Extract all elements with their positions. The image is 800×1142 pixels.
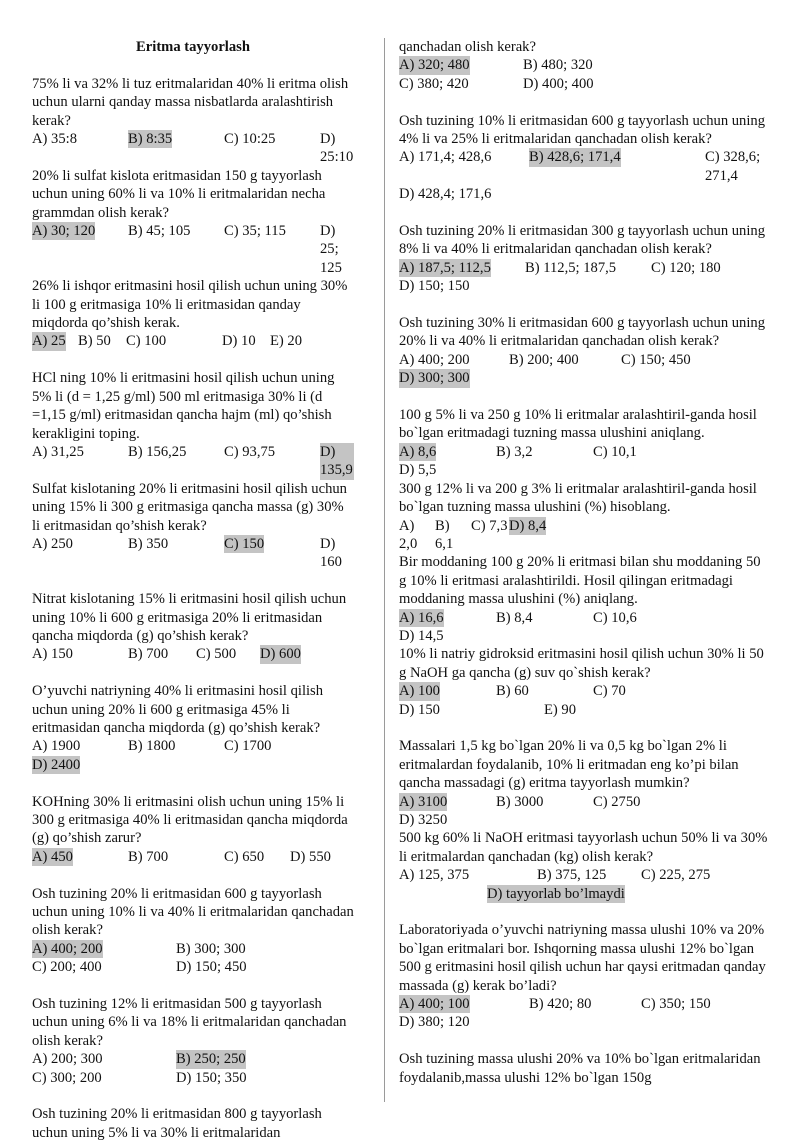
question-item — [32, 995, 354, 1087]
answer-option-correct: A) 450 — [32, 848, 73, 865]
answer-option: B) 45; 105 — [128, 223, 191, 240]
question-text: 26% li ishqor eritmasini hosil qilish uchun uning 30% li 100 g eritmasiga 10% li eritmasidan qanday miqdorda qo’shish kerak. — [32, 278, 348, 332]
question-item — [32, 590, 354, 664]
answer-option: D) 25; 125 — [320, 223, 342, 276]
answer-options — [32, 332, 354, 350]
answer-option-correct: D) 300; 300 — [399, 370, 470, 387]
answer-option: C) 7,3 — [471, 517, 508, 534]
answer-option: A) 35:8 — [32, 131, 77, 148]
answer-option: D) 150; 150 — [399, 278, 470, 295]
answer-option: C) 328,6; 271,4 — [705, 149, 761, 184]
question-item — [32, 1105, 354, 1142]
answer-option: E) 20 — [270, 333, 303, 350]
answer-option: D) 428,4; 171,6 — [399, 186, 492, 203]
answer-option-correct: D) 135,9 — [320, 443, 353, 479]
answer-option: A) 250 — [32, 535, 73, 552]
right-column — [399, 38, 769, 1087]
answer-option-correct: A) 400; 200 — [32, 940, 103, 957]
question-item — [399, 222, 769, 296]
answer-option: D) 5,5 — [399, 462, 437, 479]
page-title: Eritma tayyorlash — [136, 39, 250, 55]
question-item — [32, 75, 354, 167]
answer-option: B) 50 — [78, 333, 111, 350]
answer-option-correct: A) 25 — [32, 333, 66, 350]
answer-option: D) 400; 400 — [523, 75, 594, 92]
answer-option: B) 375, 125 — [537, 867, 607, 884]
answer-options — [399, 259, 769, 296]
question-text: 100 g 5% li va 250 g 10% li eritmalar aralashtiril-ganda hosil bo`lgan eritmadagi tuzning massa ulushini aniqlang. — [399, 407, 757, 442]
answer-option: E) 90 — [544, 701, 577, 718]
question-text: Osh tuzining 12% li eritmasidan 500 g tayyorlash uchun uning 6% li va 18% li eritmalaridan qanchadan olish kerak? — [32, 996, 347, 1049]
question-continuation: qanchadan olish kerak? — [399, 39, 536, 55]
question-text: Massalari 1,5 kg bo`lgan 20% li va 0,5 kg bo`lgan 2% li eritmalardan foydalanib, 10% li eritmadan eng ko’pi bilan qancha massadagi (g) eritma tayyorlash mumkin? — [399, 738, 739, 792]
answer-option-correct: A) 400; 100 — [399, 996, 470, 1013]
question-item — [399, 737, 769, 829]
column-divider — [384, 38, 385, 1102]
question-text: Osh tuzining 20% li eritmasidan 800 g tayyorlash uchun uning 5% li va 30% li eritmalaridan — [32, 1106, 322, 1141]
right-question-list — [399, 112, 769, 1087]
question-text: 20% li sulfat kislota eritmasidan 150 g tayyorlash uchun uning 60% li va 10% li eritmalaridan necha grammdan olish kerak? — [32, 167, 326, 221]
answer-option: D) 550 — [290, 848, 331, 865]
answer-option: D) 160 — [320, 535, 342, 571]
question-text: Osh tuzining 20% li eritmasidan 600 g tayyorlash uchun uning 10% li va 40% li eritmalaridan qanchadan olish kerak? — [32, 885, 354, 939]
answer-options — [32, 940, 354, 977]
answer-option: B) 420; 80 — [529, 996, 592, 1013]
answer-option: C) 650 — [224, 848, 265, 865]
answer-option: A) 200; 300 — [32, 1051, 103, 1068]
answer-option: C) 380; 420 — [399, 75, 469, 92]
question-text: Osh tuzining 30% li eritmasidan 600 g tayyorlash uchun uning 20% li va 40% li eritmalaridan qanchadan olish kerak? — [399, 315, 766, 350]
answer-option: D) 3250 — [399, 811, 448, 828]
answer-option: B) 8,4 — [496, 609, 533, 626]
question-text: Osh tuzining 20% li eritmasidan 300 g tayyorlash uchun uning 8% li va 40% li eritmalaridan qanchadan olish kerak? — [399, 223, 766, 258]
answer-option: C) 500 — [196, 646, 237, 663]
answer-options — [32, 535, 354, 572]
answer-option: D) 150 — [399, 701, 440, 718]
question-item — [399, 480, 769, 554]
answer-option: D) 150; 350 — [176, 1069, 247, 1086]
answer-options — [399, 517, 769, 554]
answer-option: A) 1900 — [32, 738, 81, 755]
question-text: HCl ning 10% li eritmasini hosil qilish uchun uning 5% li (d = 1,25 g/ml) 500 ml eritmasiga 30% li (d =1,15 g/ml) eritmasidan qancha hajm (ml) qo’shish kerakligini toping. — [32, 370, 335, 442]
question-item — [399, 645, 769, 719]
question-item — [32, 682, 354, 774]
question-text: Osh tuzining massa ulushi 20% va 10% bo`lgan eritmalaridan foydalanib,massa ulushi 12% bo`lgan 150g — [399, 1051, 761, 1086]
answer-option: C) 350; 150 — [641, 996, 711, 1013]
answer-options — [32, 443, 354, 480]
answer-option: B) 3000 — [496, 793, 544, 810]
answer-option: D) 150; 450 — [176, 959, 247, 976]
question-item — [399, 829, 769, 903]
answer-option-correct: B) 8:35 — [128, 131, 173, 148]
left-question-list — [32, 75, 354, 1142]
left-column — [32, 38, 354, 1142]
answer-option: B) 112,5; 187,5 — [525, 259, 617, 276]
answer-option: C) 300; 200 — [32, 1069, 102, 1086]
answer-options — [399, 443, 769, 480]
question-item — [32, 369, 354, 479]
answer-option-correct: C) 150 — [224, 535, 265, 552]
answer-option-correct: A) 187,5; 112,5 — [399, 259, 491, 276]
answer-option-correct: A) 100 — [399, 683, 440, 700]
answer-options — [399, 148, 769, 203]
answer-option: C) 70 — [593, 683, 626, 700]
question-item — [399, 406, 769, 480]
question-text: Bir moddaning 100 g 20% li eritmasi bilan shu moddaning 50 g 10% li eritmasi aralashtirildi. Hosil qilingan eritmadagi moddaning massa ulushini (%) aniqlang. — [399, 554, 761, 608]
answer-option: A) 2,0 — [399, 517, 418, 552]
answer-option-correct: B) 428,6; 171,4 — [529, 149, 621, 166]
answer-option: C) 150; 450 — [621, 351, 691, 368]
answer-options — [399, 866, 769, 903]
answer-options — [32, 1050, 354, 1087]
answer-option: C) 35; 115 — [224, 223, 286, 240]
question-text: Laboratoriyada o’yuvchi natriyning massa ulushi 10% va 20% bo`lgan eritmalari bor. Ishqorning massa ulushi 12% bo`lgan 500 g eritmasini hosil qilish uchun har qaysi eritmadan qanday massada (g) kerak bo’ladi? — [399, 922, 766, 994]
answer-options — [32, 130, 354, 167]
question-text: KOHning 30% li eritmasini olish uchun uning 15% li 300 g eritmasiga 40% li eritmasidan qancha miqdorda (g) qo’shish zarur? — [32, 793, 348, 847]
answer-option: A) 125, 375 — [399, 867, 470, 884]
answer-option: C) 10,6 — [593, 609, 637, 626]
question-item — [32, 793, 354, 867]
question-item — [399, 1050, 769, 1087]
answer-option-correct: D) 2400 — [32, 756, 81, 773]
answer-option: B) 350 — [128, 535, 169, 552]
answer-option: B) 480; 320 — [523, 57, 593, 74]
question-text: O’yuvchi natriyning 40% li eritmasini hosil qilish uchun uning 20% li 600 g eritmasiga 45% li eritmasidan qancha miqdorda (g) qo’shish kerak? — [32, 683, 324, 736]
answer-options — [399, 682, 769, 719]
answer-option: B) 700 — [128, 646, 169, 663]
question-item — [399, 921, 769, 1031]
answer-option: B) 300; 300 — [176, 940, 246, 957]
answer-option: D) 380; 120 — [399, 1014, 470, 1031]
answer-option-correct: D) tayyorlab bo’lmaydi — [487, 885, 625, 902]
answer-option: C) 10:25 — [224, 131, 276, 148]
answer-option: B) 1800 — [128, 738, 176, 755]
answer-options — [399, 609, 769, 646]
answer-option-correct: A) 30; 120 — [32, 223, 96, 240]
answer-option-correct: D) 8,4 — [509, 517, 547, 534]
answer-option: A) 400; 200 — [399, 351, 470, 368]
question-item — [32, 167, 354, 277]
answer-option: C) 93,75 — [224, 443, 276, 460]
answer-option: C) 225, 275 — [641, 867, 711, 884]
question-text: 300 g 12% li va 200 g 3% li eritmalar aralashtiril-ganda hosil bo`lgan tuzning massa ulushini (%) hisoblang. — [399, 480, 757, 516]
answer-option: B) 156,25 — [128, 443, 187, 460]
answer-option: C) 10,1 — [593, 443, 637, 460]
answer-option-correct: B) 250; 250 — [176, 1051, 246, 1068]
answer-option: B) 6,1 — [435, 517, 454, 552]
answer-options — [399, 351, 769, 388]
question-item — [32, 885, 354, 977]
answer-options — [399, 995, 769, 1032]
answer-option-correct: A) 3100 — [399, 793, 448, 810]
answer-option: A) 150 — [32, 646, 73, 663]
question-text: Sulfat kislotaning 20% li eritmasini hosil qilish uchun uning 15% li 300 g eritmasiga qancha massa (g) 30% li eritmasidan qo’shish kerak? — [32, 480, 347, 534]
question-item — [399, 112, 769, 204]
answer-option-correct: A) 8,6 — [399, 443, 437, 460]
answer-options — [399, 793, 769, 830]
answer-option: D) 10 — [222, 333, 256, 350]
answer-option: D) 25:10 — [320, 131, 354, 166]
question-item — [399, 553, 769, 645]
answer-option: C) 120; 180 — [651, 259, 721, 276]
answer-option-correct: A) 320; 480 — [399, 57, 470, 74]
answer-option: C) 100 — [126, 333, 167, 350]
answer-option: B) 3,2 — [496, 443, 533, 460]
answer-option: C) 200; 400 — [32, 959, 102, 976]
answer-option: C) 2750 — [593, 793, 641, 810]
question-text: 10% li natriy gidroksid eritmasini hosil qilish uchun 30% li 50 g NaOH ga qancha (g) suv qo`shish kerak? — [399, 646, 764, 681]
answer-option: B) 200; 400 — [509, 351, 579, 368]
question-item — [32, 277, 354, 351]
answer-options — [32, 645, 354, 663]
answer-option-correct: A) 16,6 — [399, 609, 444, 626]
answer-options — [32, 222, 354, 277]
answer-option: B) 700 — [128, 848, 169, 865]
answer-options — [32, 848, 354, 866]
answer-option: B) 60 — [496, 683, 529, 700]
answer-option-correct: D) 600 — [260, 646, 301, 663]
question-text: 500 kg 60% li NaOH eritmasi tayyorlash uchun 50% li va 30% li eritmalardan qanchadan (kg) olish kerak? — [399, 830, 768, 865]
question-text: Nitrat kislotaning 15% li eritmasini hosil qilish uchun uning 10% li 600 g eritmasiga 20% li eritmasidan qancha miqdorda (g) qo’shish kerak? — [32, 591, 347, 644]
question-text: Osh tuzining 10% li eritmasidan 600 g tayyorlash uchun uning 4% li va 25% li eritmalaridan qanchadan olish kerak? — [399, 112, 766, 148]
answer-option: C) 1700 — [224, 738, 272, 755]
continuation-options — [399, 56, 769, 93]
question-item — [399, 314, 769, 388]
answer-option: A) 31,25 — [32, 443, 84, 460]
question-item — [32, 480, 354, 572]
question-text: 75% li va 32% li tuz eritmalaridan 40% li eritma olish uchun ularni qanday massa nisbatlarda aralashtirish kerak? — [32, 75, 349, 129]
answer-options — [32, 737, 354, 774]
answer-option: D) 14,5 — [399, 627, 444, 644]
answer-option: A) 171,4; 428,6 — [399, 149, 492, 166]
